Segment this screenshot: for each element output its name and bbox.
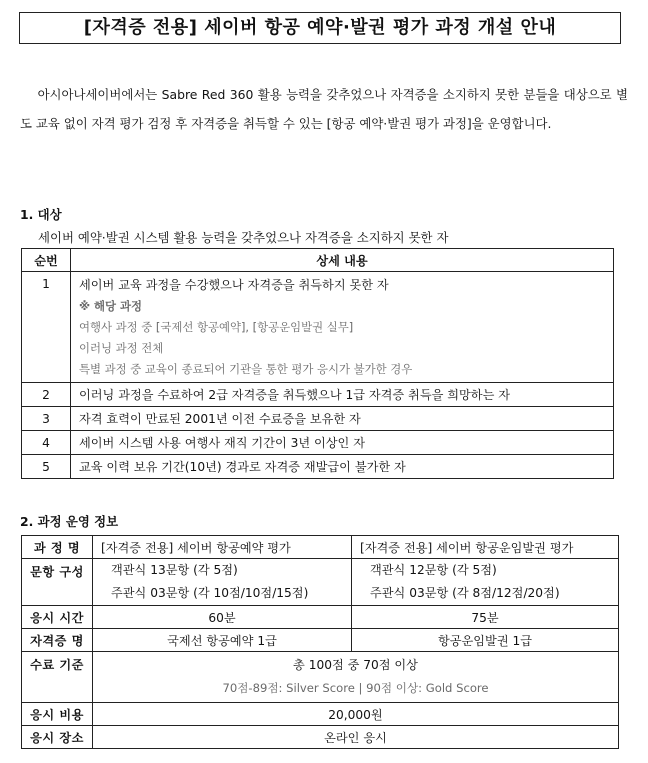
row-detail [71,272,614,383]
cert-a: 국제선 항공예약 1급 [93,629,352,652]
table-row [22,455,614,479]
course-info-table [21,535,619,749]
label-pass: 수료 기준 [22,652,93,703]
cert-b: 항공운임발권 1급 [352,629,619,652]
row-no: 3 [22,407,71,431]
row-text: 세이버 시스템 사용 여행사 재직 기간이 3년 이상인 자 [71,431,614,455]
table-row [22,536,619,559]
row-text: 자격 효력이 만료된 2001년 이전 수료증을 보유한 자 [71,407,614,431]
table-row [22,606,619,629]
row-text: 교육 이력 보유 기간(10년) 경과로 자격증 재발급이 불가한 자 [71,455,614,479]
questions-a-objective: 객관식 13문항 (각 5점) [111,563,238,577]
col-detail-header: 상세 내용 [71,249,614,272]
time-b: 75분 [352,606,619,629]
label-course: 과 정 명 [22,536,93,559]
pass-criteria [93,652,619,703]
label-fee: 응시 비용 [22,703,93,726]
note-item: 이러닝 과정 전체 [79,341,164,355]
place-value: 온라인 응시 [93,726,619,749]
row-text: 이러닝 과정을 수료하여 2급 자격증을 취득했으나 1급 자격증 취득을 희망하는 자 [71,383,614,407]
section1-subtitle: 세이버 예약·발권 시스템 활용 능력을 갖추었으나 자격증을 소지하지 못한 자 [38,230,449,245]
table-row [22,703,619,726]
page-title: [자격증 전용] 세이버 항공 예약·발권 평가 과정 개설 안내 [19,12,621,44]
label-place: 응시 장소 [22,726,93,749]
col-no-header: 순번 [22,249,71,272]
row-no: 5 [22,455,71,479]
label-questions: 문항 구성 [22,559,93,606]
course-a: [자격증 전용] 세이버 항공예약 평가 [93,536,352,559]
questions-b-objective: 객관식 12문항 (각 5점) [370,563,497,577]
pass-line: 총 100점 중 70점 이상 [293,658,418,672]
section1-heading: 1. 대상 [20,207,62,222]
questions-a [93,559,352,606]
target-table [21,248,614,479]
row-no: 4 [22,431,71,455]
table-row [22,431,614,455]
section2-heading: 2. 과정 운영 정보 [20,514,119,529]
time-a: 60분 [93,606,352,629]
questions-b [352,559,619,606]
row-text: 세이버 교육 과정을 수강했으나 자격증을 취득하지 못한 자 [79,278,389,292]
table-row [22,652,619,703]
intro-paragraph [20,80,628,138]
table-row [22,726,619,749]
intro-text: 아시아나세이버에서는 Sabre Red 360 활용 능력을 갖추었으나 자격증을 소지하지 못한 분들을 대상으로 별도 교육 없이 자격 평가 검정 후 자격증을 취득할 수 있는 [항공 예약·발권 평가 과정]을 운영합니다. [20,87,628,131]
questions-b-subjective: 주관식 03문항 (각 8점/12점/20점) [370,586,560,600]
table-row [22,272,614,383]
label-time: 응시 시간 [22,606,93,629]
score-tiers: 70점-89점: Silver Score | 90점 이상: Gold Score [222,681,489,695]
questions-a-subjective: 주관식 03문항 (각 10점/10점/15점) [111,586,309,600]
table-row [22,559,619,606]
row-no: 1 [22,272,71,383]
table-row [22,629,619,652]
table-row [22,407,614,431]
course-b: [자격증 전용] 세이버 항공운임발권 평가 [352,536,619,559]
table-row [22,383,614,407]
row-no: 2 [22,383,71,407]
note-item: 특별 과정 중 교육이 종료되어 기관을 통한 평가 응시가 불가한 경우 [79,362,413,376]
note-title: ※ 해당 과정 [79,299,143,313]
note-item: 여행사 과정 중 [국제선 항공예약], [항공운임발권 실무] [79,320,354,334]
label-cert: 자격증 명 [22,629,93,652]
fee-value: 20,000원 [93,703,619,726]
